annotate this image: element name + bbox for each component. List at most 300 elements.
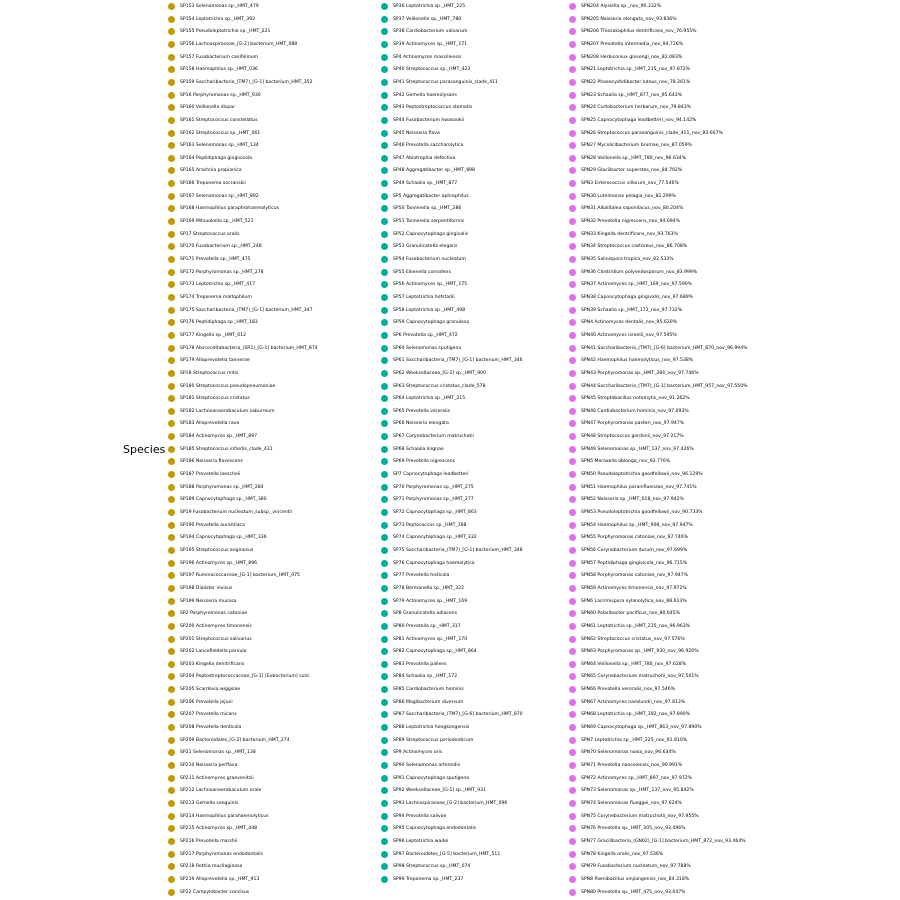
legend-key-point — [381, 205, 388, 212]
legend-label: SPN56 Corynebacterium durum_nov_97.699% — [581, 547, 688, 553]
legend-label: SP207 Prevotella micans — [180, 712, 237, 718]
legend-label: SP21 Selenomonas sp._HMT_138 — [180, 750, 256, 756]
legend-key-point — [381, 28, 388, 35]
legend-label: SP42 Gemella haemolysans — [393, 92, 457, 98]
legend-label: SP40 Streptococcus sp._HMT_423 — [393, 67, 471, 73]
legend-label: SP8 Granulicatella adiacens — [393, 611, 457, 617]
legend-key-point — [569, 522, 576, 529]
legend-key-point — [168, 762, 175, 769]
legend-key-point — [168, 673, 175, 680]
legend-key-point — [569, 572, 576, 579]
legend-label: SP48 Aggregatibacter sp._HMT_898 — [393, 168, 475, 174]
legend-label: SPN60 Polaribacter pacificus_nov_80.645% — [581, 611, 681, 617]
legend-key-point — [168, 458, 175, 465]
legend-key-point — [381, 383, 388, 390]
legend-label: SP203 Kingella denitrificans — [180, 661, 245, 667]
legend-label: SP55 Eikenella corrodens — [393, 269, 451, 275]
legend-key-point — [569, 686, 576, 693]
legend-label: SP194 Capnocytophaga sp._HMT_336 — [180, 535, 267, 541]
legend-key-point — [569, 496, 576, 503]
legend-label: SPN41 Saccharibacteria_(TM7)_[G-6] bacterium_HMT_870_nov_96.994% — [581, 345, 748, 351]
legend-label: SP58 Leptotrichia sp._HMT_498 — [393, 307, 466, 313]
legend-key-point — [381, 534, 388, 541]
legend-key-point — [381, 699, 388, 706]
legend-key-point — [569, 243, 576, 250]
legend-key-point — [569, 180, 576, 187]
legend-key-point — [569, 838, 576, 845]
legend-key-point — [381, 130, 388, 137]
legend-label: SPN29 Glaciibacter superstes_nov_84.792% — [581, 168, 683, 174]
legend-key-point — [569, 534, 576, 541]
legend-label: SP185 Streptococcus infantis_clade_431 — [180, 446, 273, 452]
legend-key-point — [569, 876, 576, 883]
legend-label: SP171 Prevotella sp._HMT_475 — [180, 257, 251, 262]
legend-label: SP70 Porphyromonas sp._HMT_275 — [393, 484, 474, 490]
legend-label: SPN50 Pseudoleptotrichia goodfellowii_nov_96.129% — [581, 472, 703, 478]
legend-key-point — [569, 800, 576, 807]
legend-key-point — [168, 307, 175, 314]
legend-label: SP4 Actinomyces massiliensis — [393, 54, 462, 60]
legend-key-point — [381, 851, 388, 858]
legend-key-point — [168, 623, 175, 630]
legend-label: SP186 Neisseria flavescens — [180, 459, 243, 465]
legend-label: SP188 Porphyromonas sp._HMT_284 — [180, 484, 264, 490]
legend-key-point — [569, 673, 576, 680]
legend-key-point — [168, 787, 175, 794]
legend-label: SP154 Leptotrichia sp._HMT_392 — [180, 16, 256, 22]
legend-label: SP197 Ruminococcaceae_[G-1] bacterium_HMT_075 — [180, 573, 300, 579]
legend-key-point — [569, 307, 576, 314]
legend-label: SP157 Fusobacterium canifelinum — [180, 54, 259, 60]
legend-label: SP155 Pseudoleptotrichia sp._HMT_221 — [180, 29, 271, 35]
legend-label: SPN57 Peptidiphaga gingivicola_nov_96.715% — [581, 560, 688, 566]
legend-label: SP90 Selenomonas artemidis — [393, 763, 461, 768]
legend-label: SP61 Saccharibacteria_(TM7)_[G-1] bacterium_HMT_346 — [393, 358, 523, 364]
legend-label: SP219 Alloprevotella sp._HMT_913 — [180, 876, 260, 882]
legend-label: SPN70 Selenomonas noxia_nov_96.634% — [581, 750, 676, 756]
legend-label: SP80 Prevotella sp._HMT_317 — [393, 623, 461, 629]
legend-label: SP153 Selenomonas sp._HMT_479 — [180, 4, 259, 9]
legend-key-point — [168, 522, 175, 529]
legend-label: SP173 Leptotrichia sp._HMT_417 — [180, 282, 256, 288]
legend-label: SPN75 Corynebacterium matruchotii_nov_97.955% — [581, 813, 699, 819]
legend-key-point — [168, 332, 175, 339]
legend-key-point — [569, 408, 576, 415]
legend-label: SPN43 Porphyromonas sp._HMT_284_nov_97.746% — [581, 370, 699, 376]
legend-key-point — [569, 661, 576, 668]
legend-key-point — [381, 737, 388, 744]
legend-key-point — [381, 800, 388, 807]
legend-label: SP165 Arachnia propionica — [180, 168, 242, 174]
legend-label: SPN53 Pseudoleptotrichia goodfellowii_nov_90.733% — [581, 510, 703, 515]
legend-label: SP75 Saccharibacteria_(TM7)_[G-1] bacterium_HMT_348 — [393, 547, 523, 553]
legend-key-point — [381, 357, 388, 364]
legend-label: SP53 Granulicatella elegans — [393, 244, 458, 250]
legend-key-point — [168, 231, 175, 238]
legend-key-point — [381, 167, 388, 174]
legend-key-point — [168, 496, 175, 503]
legend-key-point — [381, 724, 388, 731]
legend-key-point — [168, 863, 175, 870]
legend-label: SP156 Lachnospiraceae_[G-2] bacterium_HMT_088 — [180, 41, 298, 47]
legend-key-point — [381, 673, 388, 680]
legend-key-point — [381, 66, 388, 73]
legend-label: SPN68 Leptotrichia sp._HMT_392_nov_97.890% — [581, 712, 691, 718]
legend-key-point — [168, 142, 175, 149]
legend-label: SP170 Fusobacterium sp._HMT_248 — [180, 244, 262, 250]
legend-key-point — [381, 370, 388, 377]
legend-label: SPN40 Actinomyces israelii_nov_97.595% — [581, 332, 677, 338]
legend-label: SP78 Bermanella sp._HMT_322 — [393, 585, 464, 591]
legend-label: SP160 Veillonella dispar — [180, 105, 235, 111]
legend-key-point — [381, 41, 388, 48]
legend-key-point — [569, 737, 576, 744]
legend-key-point — [381, 420, 388, 427]
legend-key-point — [168, 117, 175, 124]
legend-key-point — [569, 560, 576, 567]
legend-key-point — [569, 269, 576, 276]
legend-key-point — [381, 876, 388, 883]
legend-label: SP84 Schaalia sp._HMT_172 — [393, 674, 458, 680]
legend-label: SPN59 Actinomyces timonensis_nov_97.972% — [581, 585, 687, 591]
legend-key-point — [569, 724, 576, 731]
legend-key-point — [569, 218, 576, 225]
legend-label: SP2 Porphyromonas catoniae — [180, 611, 248, 617]
legend-key-point — [168, 547, 175, 554]
legend-key-point — [569, 142, 576, 149]
legend-label: SP16 Porphyromonas sp._HMT_930 — [180, 92, 261, 98]
legend-label: SP93 Lachnospiraceae_[G-2] bacterium_HMT_096 — [393, 800, 508, 806]
legend-label: SPN47 Porphyromonas pasteri_nov_97.947% — [581, 421, 685, 427]
legend-key-point — [168, 193, 175, 200]
legend-label: SP218 Rothia mucilaginosa — [180, 864, 243, 870]
legend-key-point — [381, 155, 388, 162]
legend-label: SPN74 Selenomonas flueggei_nov_97.624% — [581, 800, 682, 806]
legend-label: SP72 Capnocytophaga sp._HMT_863 — [393, 510, 477, 515]
legend-key-point — [569, 66, 576, 73]
legend-key-point — [569, 585, 576, 592]
legend-label: SPN25 Capnocytophaga leadbetteri_nov_94.142% — [581, 117, 697, 123]
legend-label: SPN65 Corynebacterium matruchotii_nov_97.561% — [581, 674, 699, 680]
legend-label: SPN30 Luteimonas pelagia_nov_82.299% — [581, 193, 676, 199]
legend-label: SP36 Leptotrichia sp._HMT_225 — [393, 4, 466, 9]
legend-key-point — [381, 496, 388, 503]
legend-key-point — [168, 598, 175, 605]
legend-key-point — [168, 636, 175, 643]
legend-label: SP181 Streptococcus cristatus — [180, 396, 250, 402]
legend-key-point — [168, 92, 175, 99]
legend-label: SPN24 Curtobacterium herbarum_nov_79.843% — [581, 105, 692, 111]
legend-key-point — [381, 433, 388, 440]
legend-key-point — [168, 256, 175, 263]
legend-label: SPN31 Alkalitalea saponilacus_nov_80.204% — [581, 206, 684, 212]
legend-label: SPN44 Saccharibacteria_(TM7)_[G-1] bacterium_HMT_957_nov_97.550% — [581, 383, 748, 389]
legend-key-point — [168, 41, 175, 48]
legend-label: SPN72 Actinomyces sp._HMT_897_nov_97.972% — [581, 775, 693, 781]
legend-key-point — [168, 876, 175, 883]
legend-key-point — [381, 104, 388, 111]
legend-key-point — [381, 307, 388, 314]
legend-key-point — [381, 749, 388, 756]
legend-key-point — [569, 813, 576, 820]
legend-key-point — [569, 319, 576, 326]
legend-label: SPN27 Mycolicibacterium brumae_nov_87.059% — [581, 143, 693, 149]
legend-label: SPN73 Selenomonas sp._HMT_137_nov_95.842% — [581, 788, 694, 794]
legend-label: SP98 Streptococcus sp._HMT_074 — [393, 864, 471, 870]
legend-label: SP164 Peptidiphaga gingivicola — [180, 155, 253, 161]
legend-key-point — [168, 446, 175, 453]
legend-key-point — [381, 484, 388, 491]
legend-label: SP9 Actinomyces oris — [393, 750, 443, 756]
legend-label: SP183 Alloprevotella rava — [180, 421, 240, 427]
legend-label: SP71 Porphyromonas sp._HMT_277 — [393, 497, 474, 503]
legend-label: SPN6 Lacrimispora xylanolytica_nov_88.613% — [581, 598, 687, 604]
legend-key-point — [381, 180, 388, 187]
legend-key-point — [381, 92, 388, 99]
legend-label: SP22 Campylobacter concisus — [180, 889, 250, 895]
legend-key-point — [569, 762, 576, 769]
legend-label: SPN69 Capnocytophaga sp._HMT_863_nov_97.890% — [581, 725, 702, 731]
legend-label: SPN4 Actinomyces dentalis_nov_95.620% — [581, 320, 677, 326]
legend-key-point — [569, 636, 576, 643]
legend-key-point — [168, 319, 175, 326]
legend-label: SPN23 Schaalia sp._HMT_877_nov_95.643% — [581, 92, 683, 98]
legend-key-point — [569, 332, 576, 339]
legend-label: SP200 Actinomyces timonensis — [180, 623, 252, 629]
legend-label: SP41 Streptococcus parasanguinis_clade_411 — [393, 79, 498, 85]
legend-key-point — [381, 471, 388, 478]
legend-key-point — [381, 509, 388, 516]
legend-label: SP57 Leptotrichia hofstadii — [393, 294, 455, 300]
legend-label: SPN26 Streptococcus parasanguinis_clade_411_nov_83.607% — [581, 130, 723, 136]
legend-label: SP94 Prevotella salivae — [393, 813, 447, 819]
legend-label: SP180 Streptococcus pseudopneumoniae — [180, 383, 276, 389]
legend-key-point — [569, 294, 576, 301]
legend-key-point — [168, 775, 175, 782]
legend-key-point — [168, 724, 175, 731]
legend-label: SP43 Peptostreptococcus stomatis — [393, 105, 473, 111]
legend-key-point — [168, 509, 175, 516]
legend-key-point — [168, 370, 175, 377]
legend-key-point — [168, 825, 175, 832]
legend-label: SPN8 Paenibacillus xinjiangensis_nov_84.318% — [581, 876, 690, 882]
legend-key-point — [569, 433, 576, 440]
legend-label: SP216 Prevotella marshii — [180, 838, 238, 844]
legend-key-point — [569, 383, 576, 390]
legend-key-point — [381, 345, 388, 352]
legend-label: SPN80 Prevotella sp._HMT_475_nov_93.047% — [581, 889, 686, 895]
legend-label: SPN21 Leptotrichia sp._HMT_215_nov_97.872% — [581, 67, 691, 73]
legend-key-point — [569, 863, 576, 870]
legend-key-point — [168, 661, 175, 668]
legend-key-point — [381, 281, 388, 288]
legend-key-point — [168, 749, 175, 756]
legend-label: SPN46 Cardiobacterium hominis_nov_97.093% — [581, 408, 689, 414]
legend-key-point — [381, 458, 388, 465]
legend-key-point — [381, 218, 388, 225]
legend-label: SP5 Aggregatibacter aphrophilus — [393, 193, 469, 199]
legend-key-point — [569, 193, 576, 200]
legend-key-point — [381, 825, 388, 832]
legend-label: SPN64 Veillonella sp._HMT_780_nov_97.628% — [581, 661, 687, 667]
legend-key-point — [168, 648, 175, 655]
legend-key-point — [168, 104, 175, 111]
legend-key-point — [381, 79, 388, 86]
legend-label: SP47 Abiotrophia defectiva — [393, 155, 456, 161]
legend-label: SP199 Neisseria mucosa — [180, 598, 237, 604]
legend-key-point — [569, 471, 576, 478]
legend-key-point — [381, 319, 388, 326]
legend-label: SP178 Absconditabacteria_(SR1)_[G-1] bacterium_HMT_874 — [180, 345, 318, 351]
legend-key-point — [569, 79, 576, 86]
legend-key-point — [569, 648, 576, 655]
legend-key-point — [168, 269, 175, 276]
legend-key-point — [381, 142, 388, 149]
legend-label: SPN52 Neisseria sp._HMT_018_nov_97.942% — [581, 497, 684, 503]
legend-key-point — [168, 560, 175, 567]
legend-key-point — [569, 3, 576, 10]
legend-key-point — [168, 180, 175, 187]
legend-key-point — [168, 433, 175, 440]
legend-label: SP177 Kingella sp._HMT_012 — [180, 332, 247, 338]
legend-key-point — [168, 16, 175, 23]
legend-label: SP73 Peptococcus sp._HMT_168 — [393, 522, 467, 528]
legend-key-point — [381, 117, 388, 124]
legend-label: SP211 Actinomyces graevenitzii — [180, 775, 254, 781]
legend-label: SP166 Treponema socranskii — [180, 181, 246, 187]
legend-key-point — [168, 737, 175, 744]
legend-key-point — [569, 117, 576, 124]
legend-key-point — [168, 205, 175, 212]
legend-label: SPN7 Leptotrichia sp._HMT_225_nov_91.810% — [581, 737, 688, 743]
legend-key-point — [569, 484, 576, 491]
legend-label: SPN67 Actinomyces naeslundii_nov_97.813% — [581, 699, 686, 705]
legend-label: SP175 Saccharibacteria_(TM7)_[G-1] bacterium_HMT_347 — [180, 307, 313, 313]
legend-title: Species — [123, 443, 166, 456]
legend-key-point — [381, 775, 388, 782]
legend-key-point — [381, 762, 388, 769]
legend-key-point — [381, 294, 388, 301]
legend-key-point — [381, 560, 388, 567]
legend-label: SP45 Neisseria flava — [393, 130, 440, 136]
legend-label: SP82 Capnocytophaga sp._HMT_864 — [393, 649, 477, 655]
legend-key-point — [569, 775, 576, 782]
legend-label: SP81 Actinomyces sp._HMT_170 — [393, 636, 468, 642]
legend-label: SPN206 Thiosakaphilus dentrificans_nov_76.955% — [581, 29, 697, 35]
legend-label: SP18 Streptococcus mitis — [180, 370, 239, 376]
legend-key-point — [569, 231, 576, 238]
legend-key-point — [381, 686, 388, 693]
legend-key-point — [569, 345, 576, 352]
legend-label: SP69 Prevotella nigrescens — [393, 459, 456, 465]
legend-label: SP205 Scardovia wiggsiae — [180, 687, 241, 693]
legend-key-point — [569, 54, 576, 61]
legend-key-point — [569, 699, 576, 706]
legend-key-point — [168, 66, 175, 73]
legend-key-point — [381, 395, 388, 402]
legend-key-point — [168, 711, 175, 718]
legend-key-point — [381, 787, 388, 794]
legend-label: SP54 Fusobacterium nucleatum — [393, 257, 466, 262]
legend-label: SP91 Capnocytophaga sputigena — [393, 775, 470, 781]
legend-key-point — [569, 130, 576, 137]
legend-label: SPN71 Prevotella nanceiensis_nov_90.991% — [581, 763, 683, 768]
legend-label: SP158 Haemophilus sp._HMT_036 — [180, 67, 258, 73]
legend-label: SP65 Prevotella veroralis — [393, 408, 451, 414]
legend-key-point — [168, 813, 175, 820]
legend-key-point — [381, 256, 388, 263]
legend-label: SPN204 Alysiella sp._nov_90.332% — [581, 4, 662, 9]
legend-key-point — [381, 598, 388, 605]
legend-key-point — [569, 749, 576, 756]
legend-label: SP19 Fusobacterium nucleatum_subsp._vincentii — [180, 510, 292, 515]
legend-label: SP59 Capnocytophaga granulosa — [393, 320, 470, 326]
legend-label: SP196 Actinomyces sp._HMT_896 — [180, 560, 258, 566]
legend-key-point — [569, 787, 576, 794]
legend-key-point — [381, 623, 388, 630]
legend-key-point — [569, 92, 576, 99]
legend-key-point — [381, 193, 388, 200]
legend-label: SPN35 Salinispora tropica_nov_82.533% — [581, 257, 674, 262]
legend-key-point — [569, 547, 576, 554]
legend-label: SP99 Treponema sp._HMT_237 — [393, 876, 464, 882]
legend-key-point — [168, 686, 175, 693]
legend-label: SP66 Neisseria elongata — [393, 421, 449, 427]
legend-key-point — [381, 572, 388, 579]
legend-label: SPN66 Prevotella veroralis_nov_97.546% — [581, 687, 675, 693]
legend-label: SP63 Streptococcus cristatus_clade_578 — [393, 383, 486, 389]
legend-label: SPN208 Herbiconiux ginsengi_nov_82.083% — [581, 54, 683, 60]
legend-label: SP67 Corynebacterium matruchotii — [393, 434, 474, 440]
legend-label: SP210 Neisseria perflava — [180, 763, 238, 768]
legend-key-point — [381, 585, 388, 592]
legend-label: SP212 Lachnoanaerobaculum orale — [180, 788, 262, 794]
legend-key-point — [168, 28, 175, 35]
legend-label: SP163 Selenomonas sp._HMT_134 — [180, 143, 259, 149]
legend-label: SPN76 Prevotella sp._HMT_305_nov_93.496% — [581, 826, 686, 832]
legend-label: SPN42 Haemophilus haemolyticus_nov_97.538% — [581, 358, 694, 364]
legend-label: SPN38 Capnocytophaga gingivalis_nov_97.689% — [581, 294, 694, 300]
legend-key-point — [569, 357, 576, 364]
legend-key-point — [168, 155, 175, 162]
legend-label: SP74 Capnocytophaga sp._HMT_332 — [393, 535, 477, 541]
legend-label: SPN32 Prevotella nigrescens_nov_94.694% — [581, 219, 680, 225]
legend-key-point — [168, 851, 175, 858]
legend-key-point — [569, 256, 576, 263]
legend-key-point — [569, 509, 576, 516]
legend-label: SPN77 Gracilibacteria_(GN02)_[G-1] bacterium_HMT_872_nov_93.464% — [581, 838, 746, 844]
legend-label: SPN22 Phaeocystidibacter luteus_nov_78.261% — [581, 79, 691, 85]
legend-key-point — [381, 610, 388, 617]
legend-key-point — [381, 838, 388, 845]
legend-label: SPN5 Moraxella oblonga_nov_93.776% — [581, 459, 671, 465]
legend-label: SPN39 Schaalia sp._HMT_172_nov_97.732% — [581, 307, 683, 313]
legend-label: SP167 Selenomonas sp._HMT_892 — [180, 193, 259, 199]
legend-label: SPN33 Kingella dentrificans_nov_93.763% — [581, 231, 678, 237]
legend-key-point — [381, 446, 388, 453]
legend-label: SP77 Prevotella histicola — [393, 573, 450, 579]
legend-key-point — [168, 889, 175, 896]
legend-key-point — [569, 16, 576, 23]
legend-label: SP76 Capnocytophaga haemolytica — [393, 560, 475, 566]
legend-key-point — [569, 889, 576, 896]
legend-label: SPN45 Streptobacillus notomytis_nov_91.262% — [581, 396, 690, 402]
legend-label: SP95 Capnocytophaga endodontalis — [393, 826, 477, 832]
legend-key-point — [569, 104, 576, 111]
legend-label: SPN78 Kingella oralis_nov_97.536% — [581, 851, 664, 857]
legend-label: SP46 Prevotella saccharolytica — [393, 143, 464, 149]
legend-key-point — [381, 636, 388, 643]
